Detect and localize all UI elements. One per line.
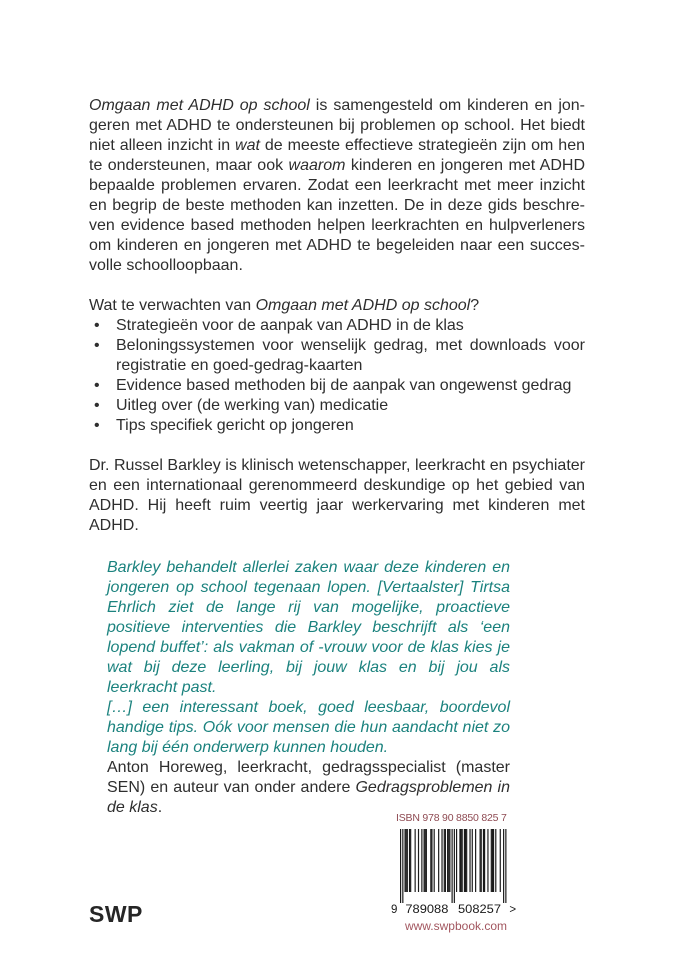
expectations-heading [89,296,585,316]
attribution-book-title: Gedragsproblemen in de klas [107,779,510,816]
svg-text:508257: 508257 [458,904,501,916]
list-item: • Beloningssystemen voor wenselijk gedrag, met downloads voor registratie en goed-gedrag-kaarten [89,336,585,376]
list-item: • Tips specifiek gericht op jongeren [89,416,585,436]
feature-list [89,316,585,436]
book-title-inline: Omgaan met ADHD op school [255,297,471,314]
list-item: • Uitleg over (de werking van) medicatie [89,396,585,416]
review-block [107,558,510,818]
intro-paragraph [89,96,585,276]
expectations-prefix: Wat te verwachten van [89,297,256,314]
expectations-suffix: ? [470,297,480,314]
author-bio: Dr. Russel Barkley is klinisch wetenschapper, leerkracht en psychiater en een internationaal gerenommeerd deskundige op het gebied van ADHD. Hij heeft ruim veertig jaar werkervaring met kinderen met ADHD. [89,457,585,534]
list-item: • Evidence based methoden bij de aanpak van ongewenst gedrag [89,376,585,396]
publisher-website: www.swpbook.com [404,919,508,933]
back-cover-text [89,96,585,818]
attribution-text: Anton Horeweg, leerkracht, gedragsspecialist (master SEN) en auteur van onder andere [107,759,510,796]
intro-text-3: kinderen en jongeren met ADHD bepaalde problemen ervaren. Zodat een leerkracht met meer inzicht en begrip de beste methoden kan inzetten. De in deze gids beschreven evidence based methoden helpen leerkrachten en hulpverleners om kinderen en jongeren met ADHD te begeleiden naar een succesvolle schoolloopbaan. [89,157,586,274]
review-quote-1: Barkley behandelt allerlei zaken waar deze kinderen en jongeren op school tegenaan lopen. [Vertaalster] Tirtsa Ehrlich ziet de lange rij van mogelijke, proactieve positieve interventies die Barkley beschrijft als ‘een lopend buffet’: als vakman of -vrouw voor de klas kies je wat bij deze leerling, bij jouw klas en bij jou als leerkracht past. [107,559,510,696]
intro-text-2: de meeste effectieve strategieën zijn om hen te ondersteunen, maar ook [89,137,585,174]
ean13-barcode [390,829,522,917]
emphasis-wat: wat [235,137,260,154]
book-title-inline: Omgaan met ADHD op school [89,97,310,114]
review-attribution [107,758,510,818]
isbn-block [390,812,522,933]
publisher-logo: SWP [89,901,143,927]
review-quote-2: […] een interessant boek, goed leesbaar, boordevol handige tips. Oók voor mensen die hun aandacht niet zo lang bij één onderwerp kunnen houden. [107,699,510,756]
isbn-label: ISBN 978 90 8850 825 7 [396,812,507,824]
attribution-period: . [157,799,163,816]
svg-text:>: > [509,904,517,916]
list-item: • Strategieën voor de aanpak van ADHD in de klas [89,316,585,336]
svg-text:9: 9 [391,904,398,916]
svg-text:789088: 789088 [405,904,449,916]
intro-text-1: is samengesteld om kinderen en jongeren met ADHD te ondersteunen bij problemen op school. Het biedt niet alleen inzicht in [89,97,585,154]
emphasis-waarom: waarom [288,157,346,174]
